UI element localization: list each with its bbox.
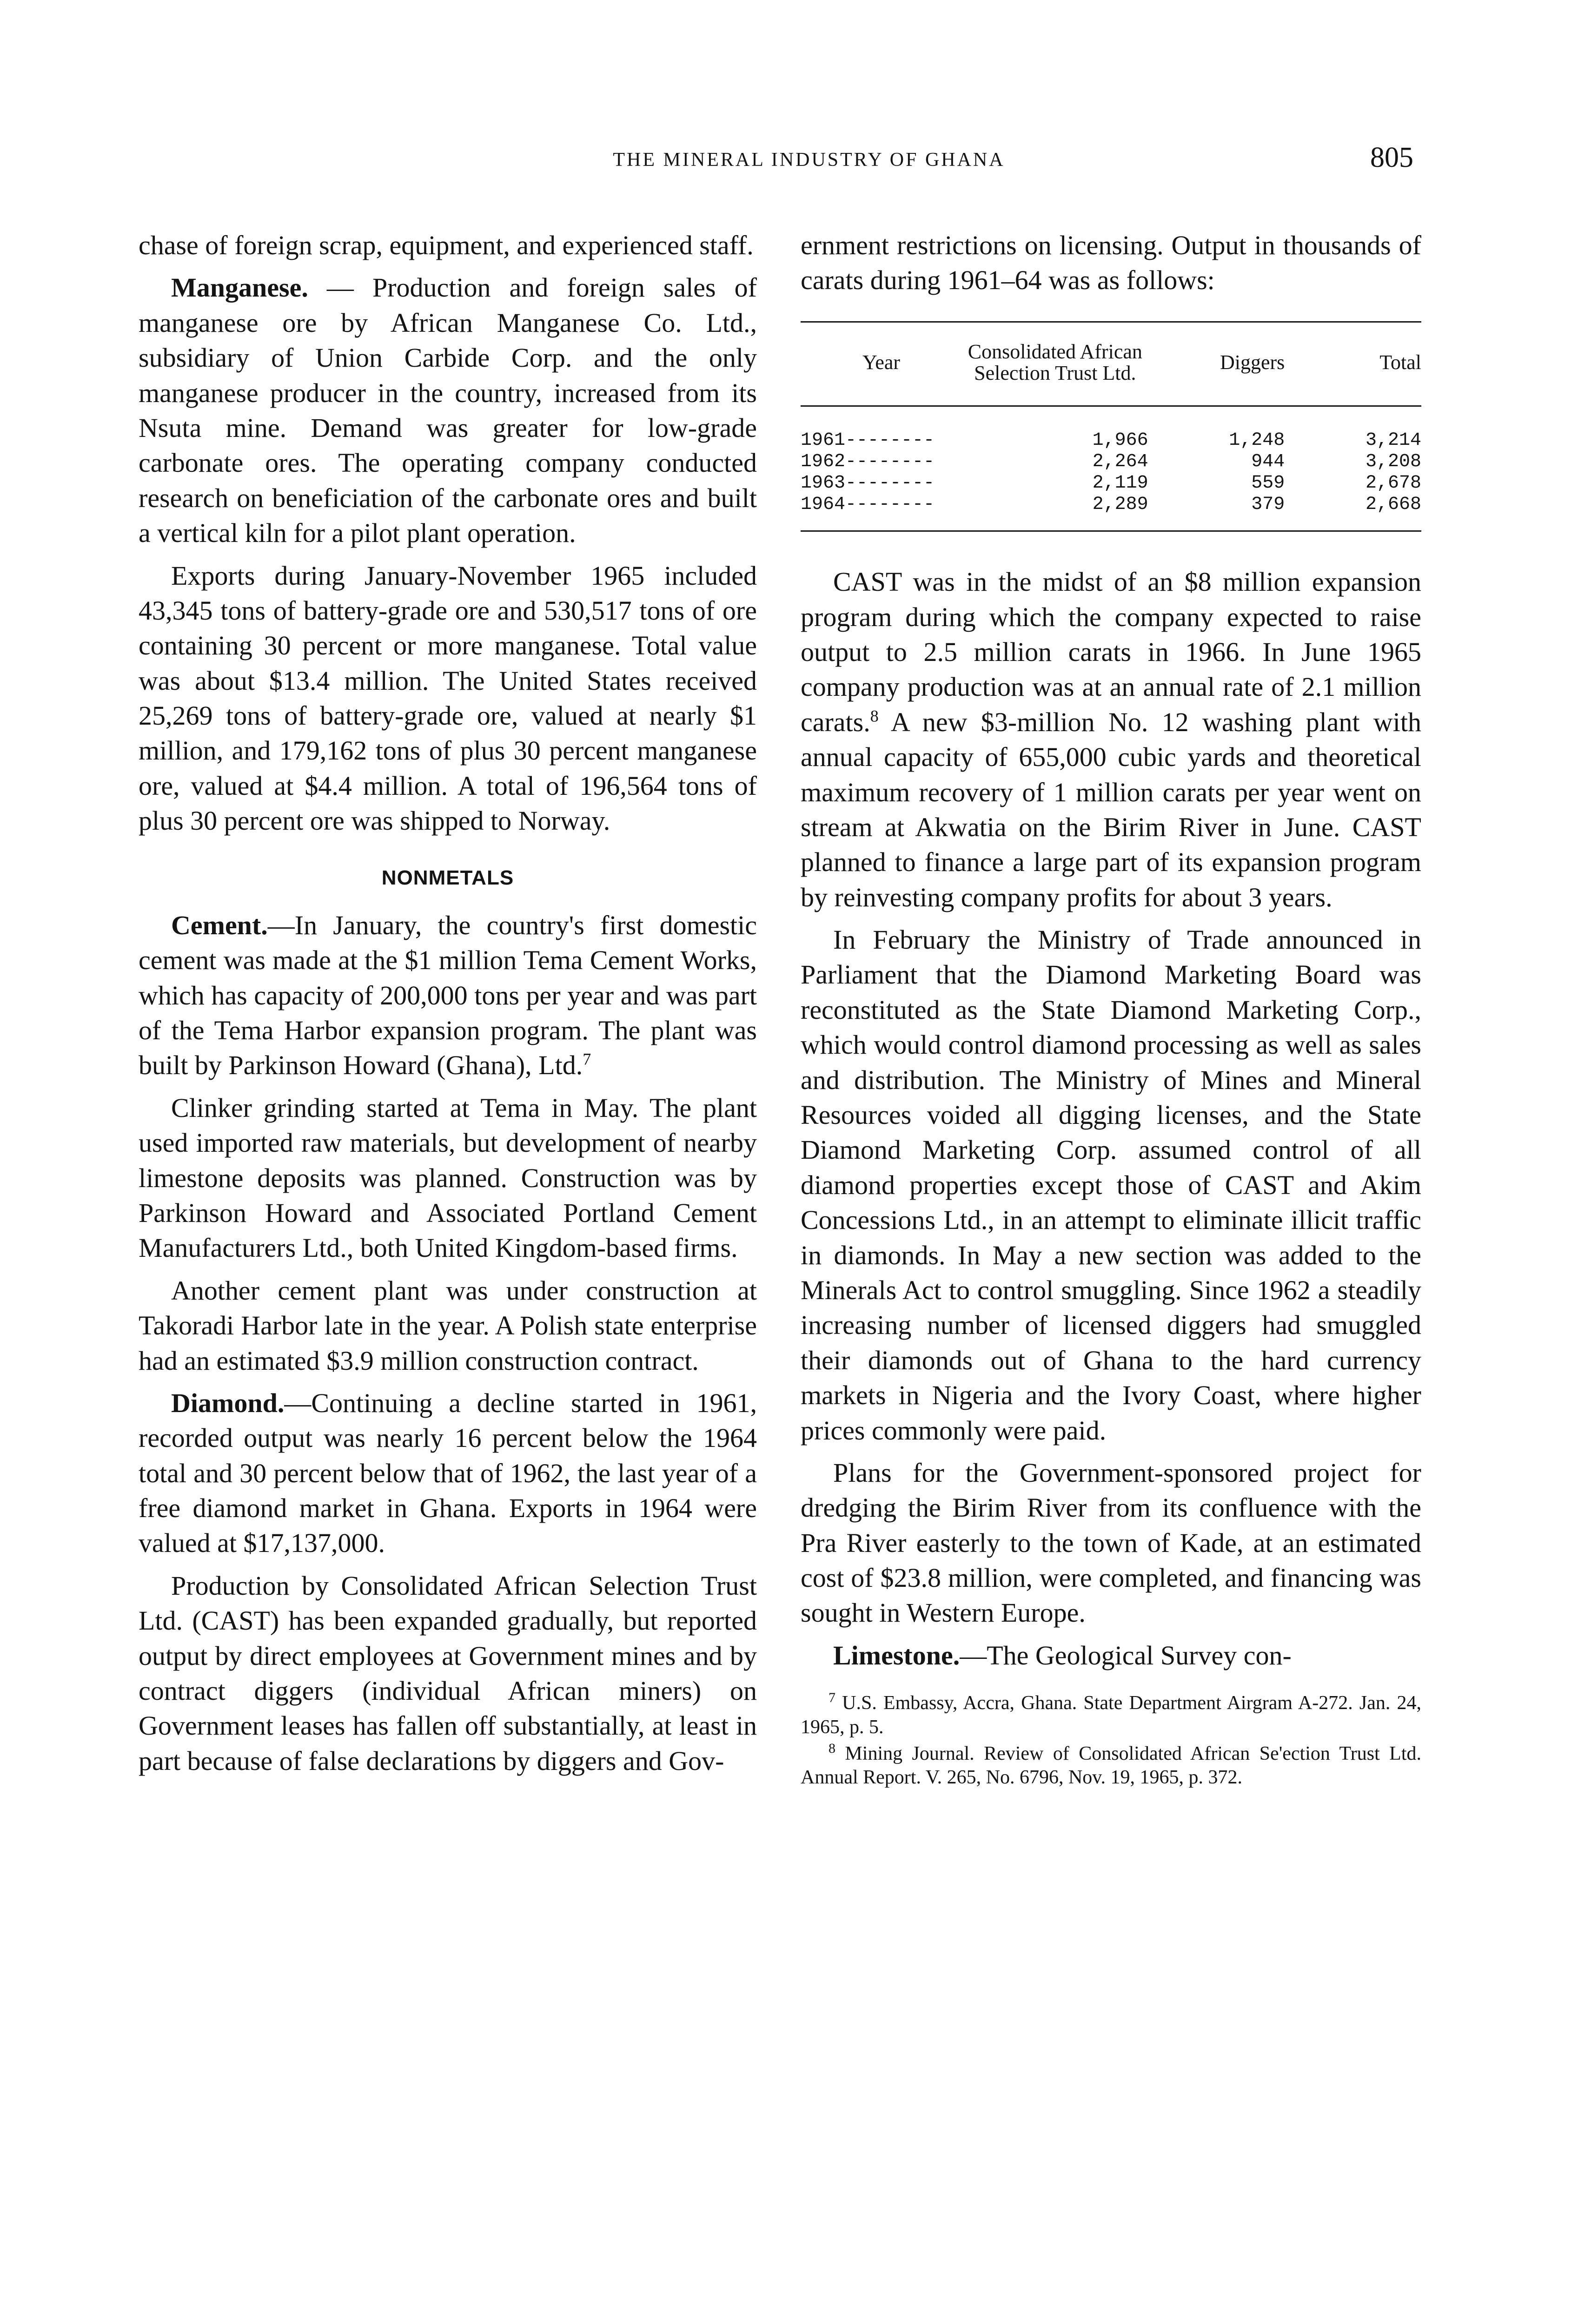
continued-paragraph-right: ernment restrictions on licensing. Output in thousands of carats during 1961–64 was as follows: xyxy=(801,230,1421,296)
page-number: 805 xyxy=(1370,142,1413,173)
footnote-ref-7: 7 xyxy=(583,1050,591,1069)
cell-year: 1963-------- xyxy=(801,473,935,494)
cell-year: 1962-------- xyxy=(801,451,935,473)
cement-paragraph xyxy=(139,908,757,1083)
cell-diggers: 559 xyxy=(1251,473,1285,494)
limestone-paragraph xyxy=(801,1638,1421,1673)
cell-cast: 2,264 xyxy=(1092,451,1148,473)
cast-production-paragraph: Production by Consolidated African Selection Trust Ltd. (CAST) has been expanded gradually, but reported output by direct employees at Government mines and by contract diggers (individual African miners) on Government leases has fallen off substantially, at least in part because of false declarations by diggers and Gov- xyxy=(139,1570,757,1776)
cement-heading: Cement. xyxy=(171,910,268,940)
cell-total: 3,208 xyxy=(1365,451,1421,473)
left-column xyxy=(139,228,757,1786)
cell-year: 1964-------- xyxy=(801,494,962,531)
column-header-total: Total xyxy=(1285,322,1421,406)
limestone-heading: Limestone. xyxy=(833,1640,960,1670)
cell-total: 2,668 xyxy=(1285,494,1421,531)
cell-diggers: 379 xyxy=(1148,494,1285,531)
table-row xyxy=(801,473,1421,494)
continued-paragraph: chase of foreign scrap, equipment, and experienced staff. xyxy=(139,230,754,260)
diamond-output-table xyxy=(801,321,1421,532)
manganese-heading: Manganese. xyxy=(171,272,308,303)
manganese-text: — Production and foreign sales of manganese ore by African Manganese Co. Ltd., subsidiary of Union Carbide Corp. and the only manganese producer in the country, increased from its Nsuta mine. Demand was greater for low-grade carbonate ores. The operating company conducted research on beneficiation of the carbonate ores and built a vertical kiln for a pilot plant operation. xyxy=(139,272,757,548)
diamond-paragraph xyxy=(139,1386,757,1561)
manganese-paragraph xyxy=(139,270,757,550)
cell-total: 2,678 xyxy=(1365,473,1421,494)
table-header-row xyxy=(801,322,1421,406)
cell-cast: 2,289 xyxy=(962,494,1148,531)
takoradi-paragraph: Another cement plant was under construction at Takoradi Harbor late in the year. A Polish state enterprise had an estimated $3.9 million construction contract. xyxy=(139,1275,757,1376)
cell-cast: 1,966 xyxy=(1092,430,1148,451)
column-header-cast: Consolidated African Selection Trust Ltd. xyxy=(962,322,1148,406)
marketing-board-paragraph: In February the Ministry of Trade announced in Parliament that the Diamond Marketing Board was reconstituted as the State Diamond Marketing Corp., which would control diamond processing as well as sales and distribution. The Ministry of Mines and Mineral Resources voided all digging licenses, and the State Diamond Marketing Corp. assumed control of all diamond properties except those of CAST and Akim Concessions Ltd., in an attempt to eliminate illicit traffic in diamonds. In May a new section was added to the Minerals Act to control smuggling. Since 1962 a steadily increasing number of licensed diggers had smuggled their diamonds out of Ghana to the hard currency markets in Nigeria and the Ivory Coast, where higher prices commonly were paid. xyxy=(801,924,1421,1446)
cell-cast: 2,119 xyxy=(1092,473,1148,494)
cell-diggers: 1,248 xyxy=(1229,430,1285,451)
cell-year: 1961-------- xyxy=(801,430,935,451)
table-row xyxy=(801,406,1421,452)
dredging-paragraph: Plans for the Government-sponsored project for dredging the Birim River from its confluence with the Pra River easterly to the town of Kade, at an estimated cost of $23.8 million, were completed, and financing was sought in Western Europe. xyxy=(801,1457,1421,1628)
cell-total: 3,214 xyxy=(1365,430,1421,451)
table-row xyxy=(801,494,1421,531)
clinker-paragraph: Clinker grinding started at Tema in May. The plant used imported raw materials, but development of nearby limestone deposits was planned. Construction was by Parkinson Howard and Associated Portland Cement Manufacturers Ltd., both United Kingdom-based firms. xyxy=(139,1092,757,1263)
manganese-exports-paragraph: Exports during January-November 1965 included 43,345 tons of battery-grade ore and 530,517 tons of ore containing 30 percent or more manganese. Total value was about $13.4 million. The United States received 25,269 tons of battery-grade ore, valued at nearly $1 million, and 179,162 tons of plus 30 percent manganese ore, valued at $4.4 million. A total of 196,564 tons of plus 30 percent ore was shipped to Norway. xyxy=(139,560,757,836)
column-header-year: Year xyxy=(801,322,962,406)
table-row xyxy=(801,451,1421,473)
cast-expansion-paragraph: CAST was in the midst of an $8 million expansion program during which the company expected to raise output to 2.5 million carats in 1966. In June 1965 company production was at an annual rate of 2.1 million carats.$^8$ A new $3-million No. 12 washing plant with annual capacity of 655,000 cubic yards and theoretical maximum recovery of 1 million carats per year went on stream at Akwatia on the Birim River in June. CAST planned to finance a large part of its expansion program by reinvesting company profits for about 3 years. xyxy=(801,567,1421,912)
footnote-ref-8: 8 xyxy=(870,706,879,726)
column-header-diggers: Diggers xyxy=(1148,322,1285,406)
diamond-text: —Continuing a decline started in 1961, recorded output was nearly 16 percent below the 1964 total and 30 percent below that of 1962, the last year of a free diamond market in Ghana. Exports in 1964 were valued at $17,137,000. xyxy=(139,1387,757,1558)
footnotes xyxy=(801,1691,1421,1789)
right-column xyxy=(801,228,1421,1792)
cement-text: —In January, the country's first domestic cement was made at the $1 million Tema Cement Works, which has capacity of 200,000 tons per year and was part of the Tema Harbor expansion program. The plant was built by Parkinson Howard (Ghana), Ltd. xyxy=(139,910,757,1081)
footnote-7: $^7$ U.S. Embassy, Accra, Ghana. State Department Airgram A-272. Jan. 24, 1965, p. 5. xyxy=(801,1690,1421,1738)
running-head: THE MINERAL INDUSTRY OF GHANA xyxy=(613,149,1005,171)
footnote-8: $^8$ Mining Journal. Review of Consolidated African Se'ection Trust Ltd. Annual Report. V. 265, No. 6796, Nov. 19, 1965, p. 372. xyxy=(801,1740,1421,1788)
section-heading-nonmetals: NONMETALS xyxy=(381,866,514,889)
limestone-text: —The Geological Survey con- xyxy=(960,1640,1292,1670)
cell-diggers: 944 xyxy=(1251,451,1285,473)
diamond-heading: Diamond. xyxy=(171,1387,285,1418)
